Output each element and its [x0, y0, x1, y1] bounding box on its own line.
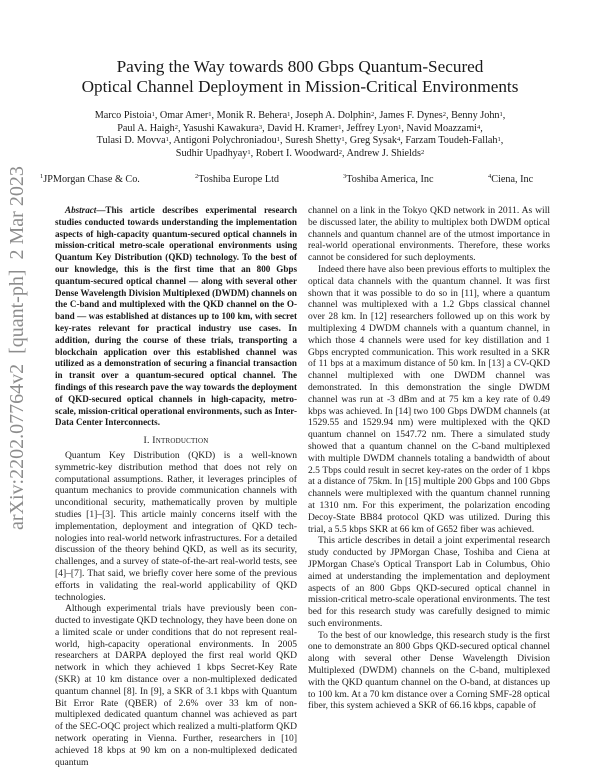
author: [295, 110, 374, 121]
author-name: Yasushi Kawakura: [182, 122, 259, 134]
affiliation-number: 4: [488, 173, 492, 180]
author-affiliation-number: 1: [151, 111, 155, 118]
author-name: Marco Pistoia: [94, 110, 152, 121]
abstract-text: —This article describes experimental research studies conducted towards understanding the implementation aspects of high-capacity quantum-secured optical channels in mission-critical metro-scale operational environments using Quantum Key Distribution (QKD) technology. To the best of our knowledge, this is the first time that an 800 Gbps quantum-secured optical channel — along with several other Dense Wavelength Division Multiplexed (DWDM) channels on the C-band and multiplexed with the QKD channel on the O-band — was established at distances up to 100 km, with secret key-rates relevant for practical industry use cases. In addition, during the course of these trials, transporting a blockchain application over this established channel was utilized as a demonstration of securing a financial transaction in transit over a quantum-secured optical channel. The findings of this research pave the way towards the deployment of QKD-secured optical channels in high-capacity, metro-scale, mission-critical operational environments, such as Inter-Data Center Interconnects.: [55, 205, 297, 428]
section-heading: [55, 435, 297, 447]
author: [347, 148, 425, 159]
author-name: Jeffrey Lyon: [346, 122, 399, 134]
title-line-2: Optical Channel Deployment in Mission-Critical Environments: [81, 77, 519, 96]
author-affiliation-number: 1: [247, 148, 251, 156]
author-name: James F. Dynes: [379, 110, 443, 121]
author: [407, 123, 481, 134]
author: [405, 135, 500, 146]
author: [350, 135, 401, 146]
author: [95, 110, 155, 121]
author: [267, 123, 341, 134]
title-line-1: Paving the Way towards 800 Gbps Quantum-Secured: [116, 57, 484, 76]
affiliation-number: 1: [40, 173, 44, 180]
author-affiliation-number: 1: [499, 111, 503, 118]
author-name: Greg Sysak: [349, 135, 397, 147]
author-name: Sudhir Upadhyay: [175, 147, 248, 159]
author: [451, 110, 503, 121]
author: [379, 110, 446, 121]
affiliation-name: JPMorgan Chase & Co.: [43, 174, 140, 185]
paragraph: Indeed there have also been previous efforts to multiplex the optical data channels with the quantum channel. It was first shown that it was possible to do so in [11], where a quantum channel was multiplexed with a 1.2 Gbps classical channel over 28 km. In [12] researchers followed up on this work by multiplexing 4 DWDM channels with a quantum channel, in which those 4 channels were used for key distillation and 1 Gbps encrypted communication. This work resulted in a SKR of 11 bps at a maximum distance of 50 km. In [13] a CV-QKD channel multiplexed with one DWDM channel was demonstrated. In this demonstration the single DWDM channel was run at -3 dBm and at 75 km a key rate of 0.49 kbps was achieved. In [14] two 100 Gbps DWDM channels (at 1529.55 and 1529.94 nm) were multiplexed with the QKD quantum channel on 1547.72 nm. There a simulated study showed that a quantum channel on the C-band multiplexed with multiple DWDM channels totaling a bandwidth of about 2.5 Tbps could result in secret key-rates on the order of 1 kbps at a distance of 75km. In [15] multiple 200 Gbps and 100 Gbps channels were multiplexed with the quantum channel running at 1310 nm. For this experiment, the polarization encoding Decoy-State BB84 protocol QKD was utilized. During this trial, a 5.5 kbps SKR at 66 km of G652 fiber was achieved.: [308, 263, 550, 535]
paragraph: Although experimental trials have previously been con-ducted to investigate QKD technology, they have been done on a limited scale or under conditions that do not represent real-world, high-capacity operational environments. In 2005 researchers at DARPA deployed the first real world QKD network in which they achieved 1 kbps Secret-Key Rate (SKR) at 10 km distance over a non-multiplexed dedicated quantum channel [8]. In [9], a SKR of 3.1 kbps with Quantum Bit Error Rate (QBER) of 2.6% over 33 km of non-multiplexed dedicated quantum channel was achieved as part of the SEC-OQC project which realized a multi-platform QKD network operating in Vienna. Further, researchers in [10] achieved 18 kbps at 90 km on a non-multiplexed dedicated quantum: [55, 603, 297, 768]
author-affiliation-number: 1: [287, 111, 291, 118]
author-name: Omar Amer: [159, 110, 209, 121]
arxiv-watermark: arXiv:2202.07764v2 [quant-ph] 2 Mar 2023: [6, 166, 28, 530]
author-affiliation-number: 3: [258, 123, 263, 131]
author: [217, 110, 291, 121]
author-affiliation-number: 1: [497, 136, 501, 144]
affiliation: [488, 174, 533, 185]
affiliation-name: Toshiba America, Inc: [346, 174, 434, 185]
author-affiliation-number: 2: [338, 148, 342, 156]
author: [173, 135, 280, 146]
author: [97, 135, 169, 146]
author-affiliation-number: 1: [341, 136, 345, 144]
author-affiliation-number: 2: [442, 111, 447, 118]
author-affiliation-number: 1: [338, 123, 342, 131]
author-name: Navid Moazzami: [406, 122, 477, 134]
author-name: Paul A. Haigh: [117, 122, 175, 134]
author-affiliation-number: 4: [397, 136, 401, 144]
paragraph: channel on a link in the Tokyo QKD network in 2011. As will be discussed later, the ability to multiplex both DWDM optical channels and quantum channel are of the utmost importance in real-world operational environments. Therefore, these works cannot be considered for such deployments.: [308, 205, 550, 264]
author: [176, 148, 251, 159]
author-name: Suresh Shetty: [285, 135, 342, 147]
author: [347, 123, 402, 134]
affiliation-number: 3: [343, 173, 347, 180]
author-name: Benny John: [451, 110, 500, 121]
author-affiliation-number: 1: [165, 136, 169, 144]
section-heading-text: I. Introduction: [143, 435, 209, 447]
author-name: Monik R. Behera: [216, 110, 288, 121]
right-column: [308, 205, 550, 712]
author-name: Robert I. Woodward: [255, 147, 339, 159]
author-name: Joseph A. Dolphin: [295, 110, 371, 121]
author-list: Marco Pistoia$^1$, Omar Amer$^1$, Monik R. Behera$^1$, Joseph A. Dolphin$^2$, James F. Dynes$^2$, Benny John$^1$, Paul A. Haigh$^2$, Yasushi Kawakura$^3$, David H. Kramer$^1$, Jeffrey Lyon$^1$, Navid Moazzami$^4$, Tulasi D. Movva$^1$, Antigoni Polychroniadou$^1$, Suresh Shetty$^1$, Greg Sysak$^4$, Farzam Toudeh-Fallah$^1$, Sudhir Upadhyay$^1$, Robert I. Woodward$^2$, Andrew J. Shields$^2$: [94, 110, 506, 159]
author-name: David H. Kramer: [267, 122, 339, 134]
left-column: [55, 205, 297, 768]
affiliation-name: Ciena, Inc: [491, 174, 534, 185]
author-affiliation-number: 1: [208, 111, 212, 118]
author-name: Tulasi D. Movva: [96, 135, 166, 147]
author-affiliation-number: 4: [476, 123, 481, 131]
author: [256, 148, 342, 159]
paper-title: [0, 57, 600, 97]
author-name: Antigoni Polychroniadou: [173, 135, 277, 147]
author-affiliation-number: 1: [276, 136, 280, 144]
author: [117, 123, 178, 134]
author-affiliation-number: 2: [371, 111, 375, 118]
author-affiliation-number: 2: [420, 148, 425, 156]
paragraph: To the best of our knowledge, this research study is the first one to demonstrate an 800 Gbps QKD-secured optical channel along with several other Dense Wavelength Division Multiplexed (DWDM) channels on the C-band, multiplexed with the QKD quantum channel on the O-band, at distances up to 100 km. At a 70 km distance over a Corning SMF-28 optical fiber, this system achieved a SKR of 66.16 kbps, capable of: [308, 629, 550, 712]
affiliation: [195, 174, 279, 185]
author-name: Farzam Toudeh-Fallah: [405, 135, 498, 147]
affiliation: [343, 174, 434, 185]
author-affiliation-number: 2: [174, 123, 178, 131]
abstract-label: Abstract: [65, 205, 97, 215]
author-affiliation-number: 1: [398, 123, 402, 131]
affiliation-name: Toshiba Europe Ltd: [198, 174, 280, 185]
paragraph: Quantum Key Distribution (QKD) is a well-known symmetric-key distribution method that does not rely on computational assumptions. Rather, it leverages principles of quantum mechanics to provide communication channels with unconditional security, mathematically proven by multiple studies [1]–[3]. This article mainly concerns itself with the implementation, deployment and integration of QKD tech-nologies into real-world network infrastructures. For a detailed discussion of the theory behind QKD, as well as its security, challenges, and a survey of state-of-the-art real-world tests, see [4]–[7]. That said, we briefly cover here some of the previous efforts in validating the real-world applicability of QKD technologies.: [55, 449, 297, 603]
paragraph: This article describes in detail a joint experimental research study conducted by JPMorgan Chase, Toshiba and Ciena at JPMorgan Chase's Optical Transport Lab in Columbus, Ohio aimed at understanding the implementation and deployment aspects of an 800 Gbps QKD-secured optical channel in mission-critical metro-scale operational environments. The test bed for this research study was carefully designed to mimic such environments.: [308, 535, 550, 629]
abstract: [55, 205, 297, 429]
affiliation: [40, 174, 140, 185]
author: [183, 123, 262, 134]
author: [285, 135, 345, 146]
affiliation-number: 2: [195, 173, 199, 180]
author-name: Andrew J. Shields: [346, 147, 421, 159]
author: [160, 110, 212, 121]
